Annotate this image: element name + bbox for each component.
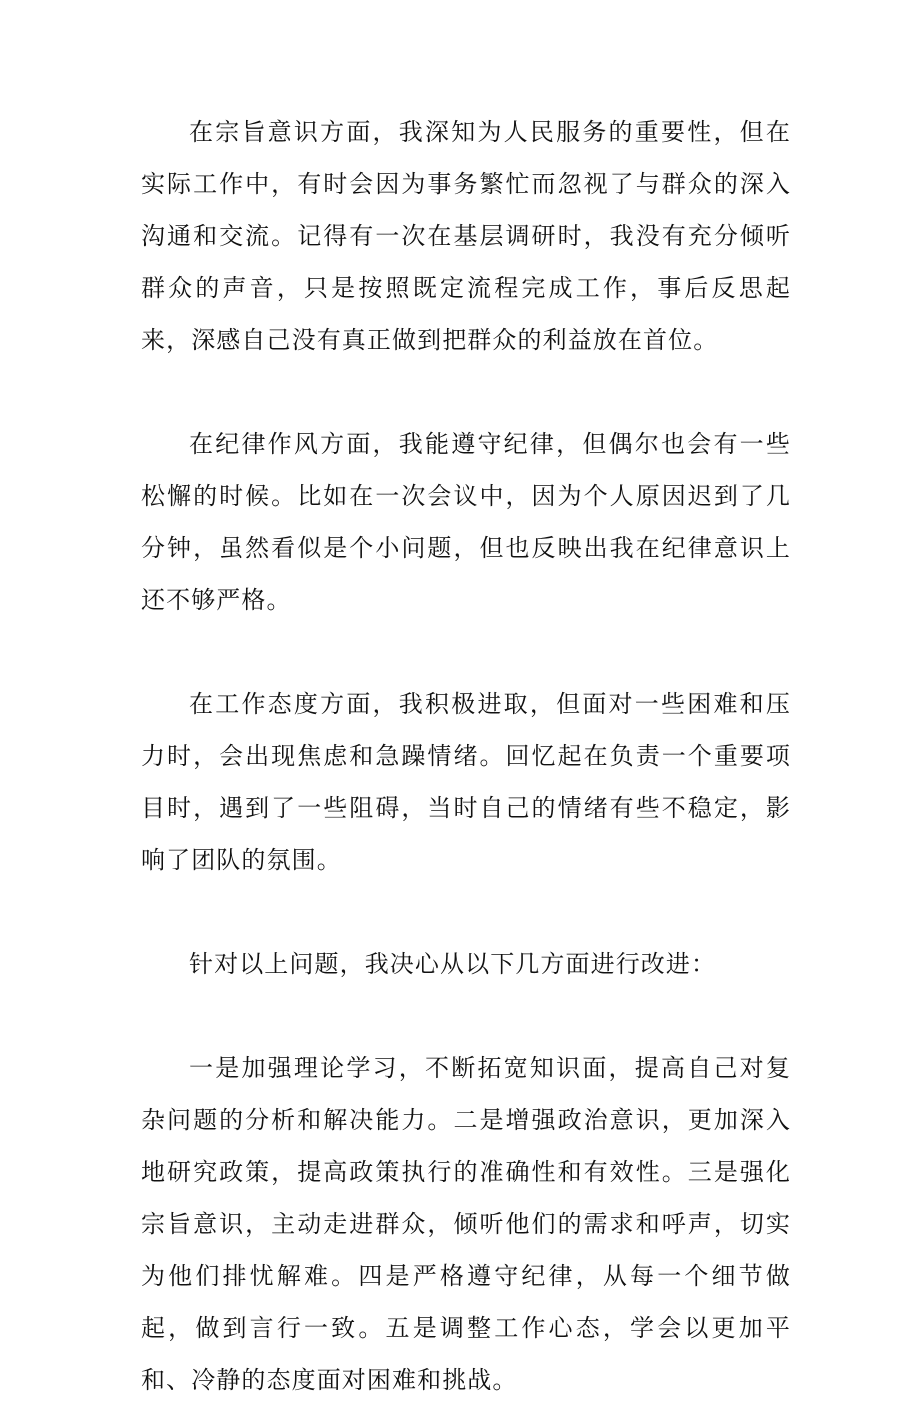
paragraph-improvement-intro: 针对以上问题，我决心从以下几方面进行改进：	[189, 950, 717, 978]
paragraph-discipline: 在纪律作风方面，我能遵守纪律，但偶尔也会有一些松懈的时候。比如在一次会议中，因为个人原因迟到了几分钟，虽然看似是个小问题，但也反映出我在纪律意识上还不够严格。	[141, 430, 791, 614]
paragraph-purpose-awareness: 在宗旨意识方面，我深知为人民服务的重要性，但在实际工作中，有时会因为事务繁忙而忽视了与群众的深入沟通和交流。记得有一次在基层调研时，我没有充分倾听群众的声音，只是按照既定流程完成工作，事后反思起来，深感自己没有真正做到把群众的利益放在首位。	[141, 118, 791, 354]
paragraph-work-attitude: 在工作态度方面，我积极进取，但面对一些困难和压力时，会出现焦虑和急躁情绪。回忆起在负责一个重要项目时，遇到了一些阻碍，当时自己的情绪有些不稳定，影响了团队的氛围。	[141, 690, 791, 874]
document-body	[141, 106, 791, 1406]
paragraph-improvement-measures: 一是加强理论学习，不断拓宽知识面，提高自己对复杂问题的分析和解决能力。二是增强政治意识，更加深入地研究政策，提高政策执行的准确性和有效性。三是强化宗旨意识，主动走进群众，倾听他们的需求和呼声，切实为他们排忧解难。四是严格遵守纪律，从每一个细节做起，做到言行一致。五是调整工作心态，学会以更加平和、冷静的态度面对困难和挑战。	[141, 1054, 791, 1394]
